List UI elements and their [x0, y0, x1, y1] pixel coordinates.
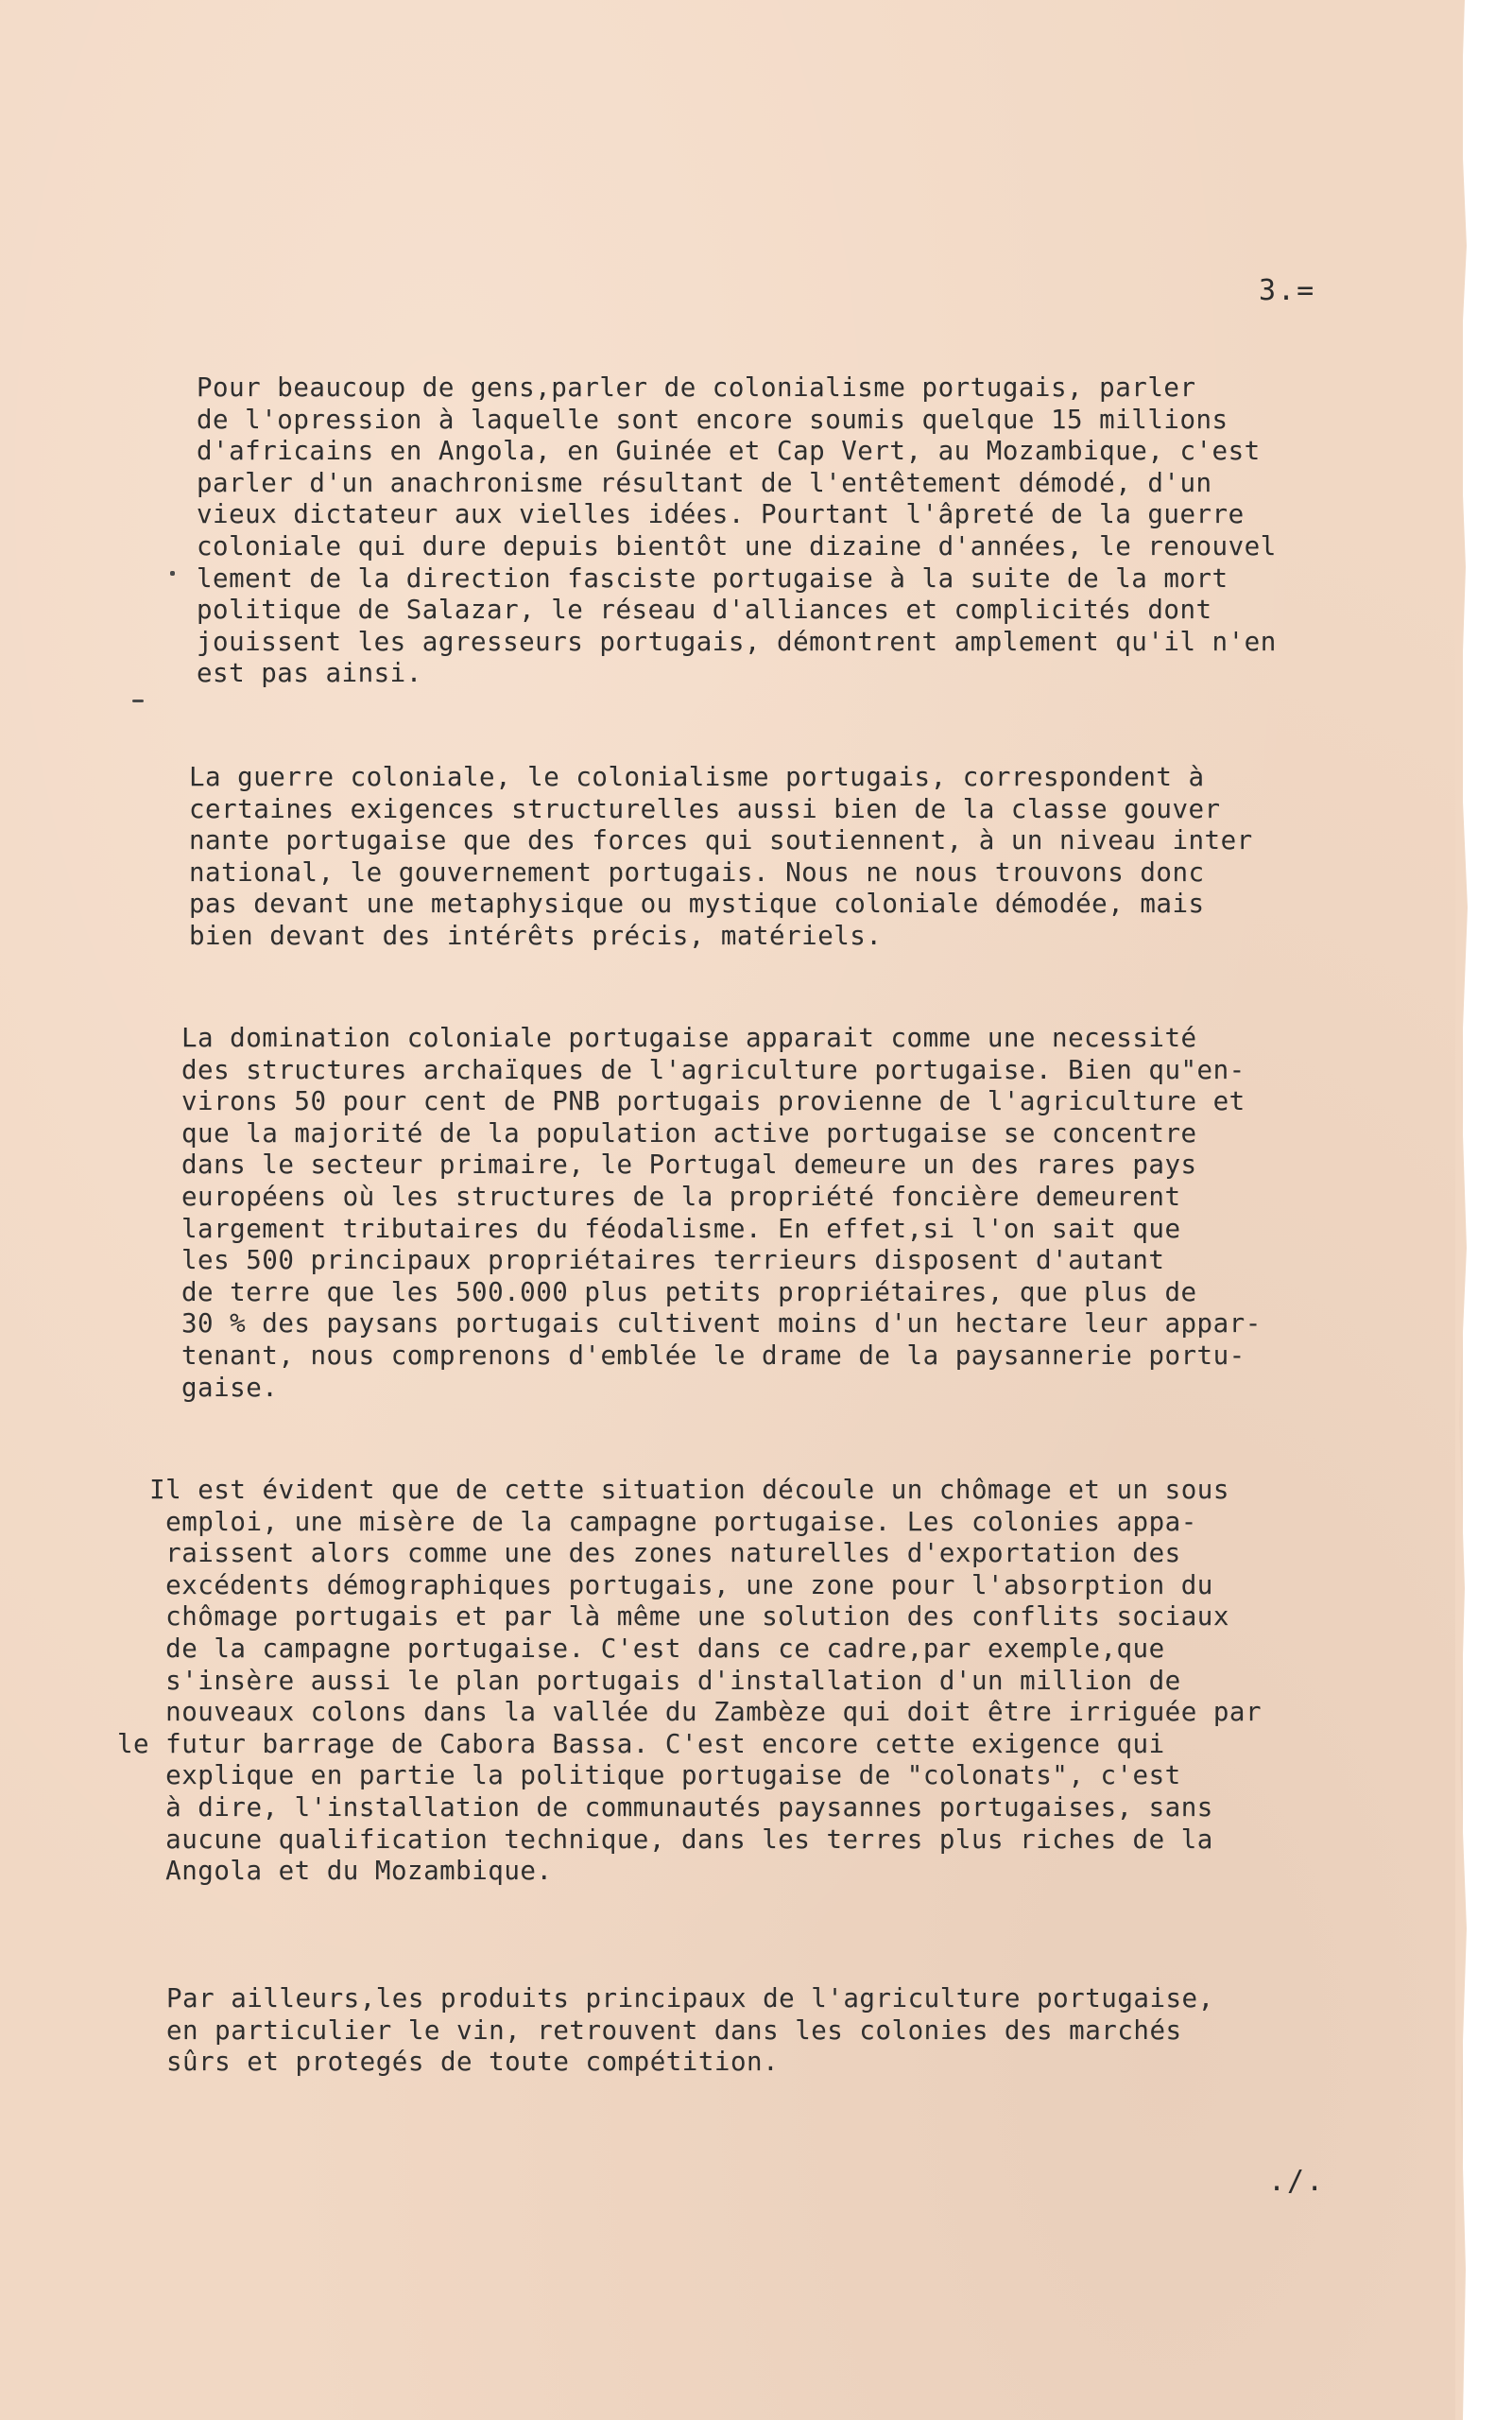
- text-line: coloniale qui dure depuis bientôt une dizaine d'années, le renouvel: [197, 530, 1277, 562]
- text-line: est pas ainsi.: [197, 658, 422, 689]
- paragraph-products: [166, 1983, 1214, 2079]
- text-line: de la campagne portugaise. C'est dans ce cadre,par exemple,que: [117, 1633, 1165, 1664]
- paragraph-intro: [197, 372, 1277, 690]
- text-line: 30 % des paysans portugais cultivent moins d'un hectare leur appar-: [181, 1308, 1262, 1340]
- text-line: Pour beaucoup de gens,parler de colonialisme portugais, parler: [197, 372, 1196, 403]
- paragraph-colonial-war: [189, 762, 1253, 953]
- text-line: pas devant une metaphysique ou mystique coloniale démodée, mais: [189, 889, 1205, 920]
- text-line: à dire, l'installation de communautés paysannes portugaises, sans: [117, 1791, 1213, 1823]
- text-line: bien devant des intérêts précis, matériels.: [189, 920, 883, 951]
- text-line: lement de la direction fasciste portugaise à la suite de la mort: [197, 562, 1228, 594]
- text-line: emploi, une misère de la campagne portugaise. Les colonies appa-: [117, 1506, 1197, 1537]
- text-line: excédents démographiques portugais, une zone pour l'absorption du: [117, 1569, 1213, 1600]
- text-line: Il est évident que de cette situation découle un chômage et un sous: [117, 1475, 1229, 1505]
- text-line: national, le gouvernement portugais. Nous ne nous trouvons donc: [189, 856, 1205, 888]
- text-line: tenant, nous comprenons d'emblée le drame de la paysannerie portu-: [181, 1340, 1246, 1371]
- text-line: politique de Salazar, le réseau d'alliances et complicités dont: [197, 595, 1212, 626]
- text-line: virons 50 pour cent de PNB portugais provienne de l'agriculture et: [181, 1086, 1246, 1117]
- text-line: La domination coloniale portugaise apparait comme une necessité: [181, 1023, 1197, 1053]
- text-line: gaise.: [181, 1372, 279, 1403]
- text-line: La guerre coloniale, le colonialisme portugais, correspondent à: [189, 762, 1205, 792]
- text-line: chômage portugais et par là même une solution des conflits sociaux: [117, 1601, 1229, 1633]
- text-line: en particulier le vin, retrouvent dans les colonies des marchés: [166, 2014, 1182, 2046]
- text-line: le futur barrage de Cabora Bassa. C'est encore cette exigence qui: [117, 1728, 1165, 1759]
- text-line: dans le secteur primaire, le Portugal demeure un des rares pays: [181, 1150, 1197, 1181]
- text-line: d'africains en Angola, en Guinée et Cap Vert, au Mozambique, c'est: [197, 436, 1261, 467]
- continued-mark: ./.: [1268, 2165, 1326, 2198]
- text-line: nouveaux colons dans la vallée du Zambèze qui doit être irriguée par: [117, 1697, 1263, 1728]
- text-line: explique en partie la politique portugaise de "colonats", c'est: [117, 1760, 1181, 1791]
- paragraph-agriculture: [181, 1023, 1262, 1404]
- text-line: aucune qualification technique, dans les terres plus riches de la: [117, 1824, 1213, 1855]
- text-line: de l'opression à laquelle sont encore soumis quelque 15 millions: [197, 404, 1228, 435]
- text-line: raissent alors comme une des zones naturelles d'exportation des: [117, 1538, 1181, 1569]
- paragraph-unemployment: [117, 1475, 1262, 1888]
- text-line: vieux dictateur aux vielles idées. Pourtant l'âpreté de la guerre: [197, 499, 1245, 530]
- text-line: jouissent les agresseurs portugais, démontrent amplement qu'il n'en: [197, 626, 1277, 657]
- text-line: européens où les structures de la propriété foncière demeurent: [181, 1181, 1181, 1212]
- text-line: Par ailleurs,les produits principaux de l'agriculture portugaise,: [166, 1983, 1214, 2014]
- text-line: sûrs et protegés de toute compétition.: [166, 2047, 780, 2078]
- text-line: Angola et du Mozambique.: [117, 1856, 553, 1887]
- text-line: largement tributaires du féodalisme. En effet,si l'on sait que: [181, 1213, 1181, 1244]
- text-line: que la majorité de la population active portugaise se concentre: [181, 1117, 1197, 1149]
- text-line: nante portugaise que des forces qui soutiennent, à un niveau inter: [189, 825, 1253, 856]
- text-line: certaines exigences structurelles aussi bien de la classe gouver: [189, 793, 1221, 824]
- ink-speck: [170, 571, 175, 576]
- text-line: parler d'un anachronisme résultant de l'entêtement démodé, d'un: [197, 467, 1212, 498]
- torn-paper-edge: [1455, 0, 1512, 2420]
- text-line: s'insère aussi le plan portugais d'installation d'un million de: [117, 1665, 1181, 1696]
- text-line: des structures archaïques de l'agriculture portugaise. Bien qu"en-: [181, 1054, 1246, 1085]
- text-line: les 500 principaux propriétaires terrieurs disposent d'autant: [181, 1245, 1165, 1276]
- page-number: 3.=: [1259, 274, 1316, 307]
- ink-dash: [132, 700, 144, 702]
- text-line: de terre que les 500.000 plus petits propriétaires, que plus de: [181, 1276, 1197, 1307]
